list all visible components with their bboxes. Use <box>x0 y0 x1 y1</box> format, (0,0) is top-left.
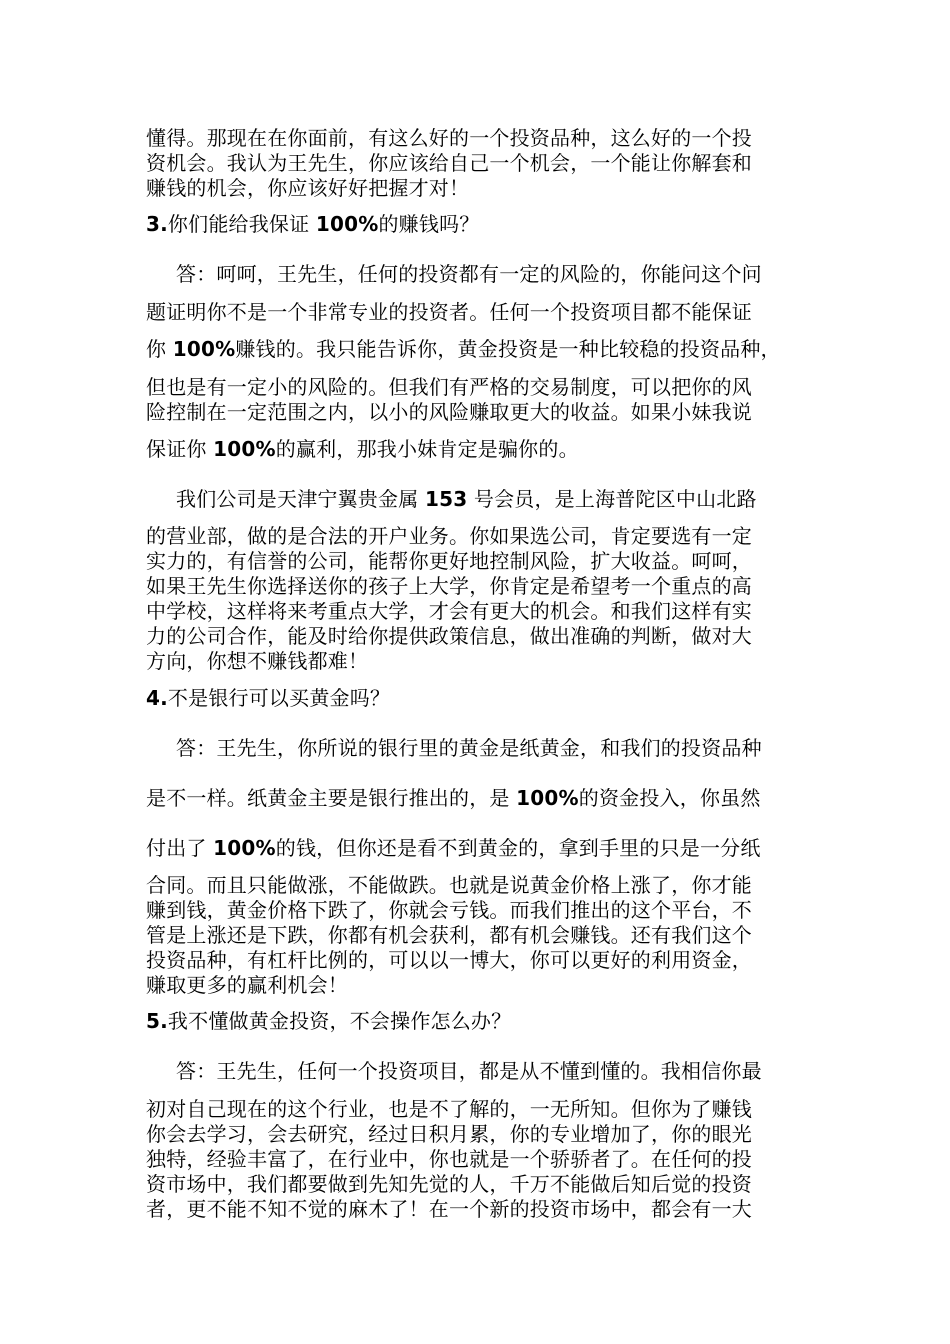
text-line <box>176 736 762 761</box>
text-segment: 赚钱的机会，你应该好好把握才对！ <box>146 176 470 200</box>
bold-text-segment: 100% <box>315 212 379 236</box>
text-line <box>176 1059 762 1084</box>
text-segment: 如果王先生你选择送你的孩子上大学，你肯定是希望考一个重点的高 <box>146 574 752 598</box>
text-line <box>146 337 781 362</box>
text-segment: 资机会。我认为王先生，你应该给自己一个机会，一个能让你解套和 <box>146 151 752 175</box>
bold-text-segment: 100% <box>213 836 276 860</box>
text-line <box>146 649 368 674</box>
text-line <box>146 1009 511 1034</box>
text-segment: 的赢利，那我小妹肯定是骗你的。 <box>275 437 579 461</box>
text-segment: 者，更不能不知不觉的麻木了！在一个新的投资市场中，都会有一大 <box>146 1197 752 1221</box>
text-segment: 资市场中，我们都要做到先知先觉的人，千万不能做后知后觉的投资 <box>146 1172 752 1196</box>
text-segment: 管是上涨还是下跌，你都有机会获利，都有机会赚钱。还有我们这个 <box>146 923 752 947</box>
text-segment: 我们公司是天津宁翼贵金属 <box>176 487 425 511</box>
text-line <box>146 599 752 624</box>
text-line <box>146 1172 752 1197</box>
text-line <box>146 400 752 425</box>
text-segment: 你会去学习，会去研究，经过日积月累，你的专业增加了，你的眼光 <box>146 1122 752 1146</box>
text-segment: 你 <box>146 337 173 361</box>
text-segment: 险控制在一定范围之内，以小的风险赚取更大的收益。如果小妹我说 <box>146 400 752 424</box>
text-line <box>146 973 348 998</box>
text-segment: 的资金投入，你虽然 <box>578 786 761 810</box>
text-segment: 的赚钱吗？ <box>378 212 480 236</box>
text-segment: 独特，经验丰富了，在行业中，你也就是一个骄骄者了。在任何的投 <box>146 1147 752 1171</box>
text-segment: 的钱，但你还是看不到黄金的，拿到手里的只是一分纸 <box>275 836 761 860</box>
text-line <box>146 549 752 574</box>
text-segment: 的营业部，做的是合法的开户业务。你如果选公司，肯定要选有一定 <box>146 524 752 548</box>
text-segment: 初对自己现在的这个行业，也是不了解的，一无所知。但你为了赚钱 <box>146 1097 752 1121</box>
text-segment: 赚到钱，黄金价格下跌了，你就会亏钱。而我们推出的这个平台，不 <box>146 898 752 922</box>
text-line <box>146 836 761 861</box>
text-line <box>146 437 579 462</box>
text-segment: 投资品种，有杠杆比例的，可以以一博大，你可以更好的利用资金， <box>146 948 752 972</box>
bold-text-segment: 5. <box>146 1009 168 1033</box>
text-line <box>146 923 752 948</box>
text-line <box>146 574 752 599</box>
text-segment: 是不一样。纸黄金主要是银行推出的，是 <box>146 786 517 810</box>
text-segment: 我不懂做黄金投资，不会操作怎么办？ <box>167 1009 512 1033</box>
text-line <box>146 1097 752 1122</box>
text-segment: 力的公司合作，能及时给你提供政策信息，做出准确的判断，做对大 <box>146 624 752 648</box>
text-segment: 答：王先生，你所说的银行里的黄金是纸黄金，和我们的投资品种 <box>176 736 762 760</box>
text-segment: 保证你 <box>146 437 214 461</box>
text-segment: 付出了 <box>146 836 214 860</box>
text-segment: 方向，你想不赚钱都难！ <box>146 649 369 673</box>
text-segment: 合同。而且只能做涨，不能做跌。也就是说黄金价格上涨了，你才能 <box>146 873 752 897</box>
text-line <box>176 262 762 287</box>
text-segment: 赚钱的。我只能告诉你，黄金投资是一种比较稳的投资品种， <box>235 337 781 361</box>
bold-text-segment: 100% <box>172 337 236 361</box>
text-line <box>146 786 761 811</box>
text-segment: 懂得。那现在在你面前，有这么好的一个投资品种，这么好的一个投 <box>146 126 752 150</box>
text-line <box>146 151 752 176</box>
text-segment: 赚取更多的赢利机会！ <box>146 973 348 997</box>
text-line <box>146 300 752 325</box>
text-segment: 号会员，是上海普陀区中山北路 <box>467 487 757 511</box>
text-line <box>146 686 390 711</box>
text-line <box>146 1147 752 1172</box>
text-segment: 中学校，这样将来考重点大学，才会有更大的机会。和我们这样有实 <box>146 599 752 623</box>
text-line <box>146 898 752 923</box>
text-line <box>146 873 752 898</box>
text-segment: 实力的，有信誉的公司，能帮你更好地控制风险，扩大收益。呵呵， <box>146 549 752 573</box>
text-line <box>146 375 752 400</box>
bold-text-segment: 100% <box>213 437 276 461</box>
text-line <box>146 948 752 973</box>
text-line <box>146 1122 752 1147</box>
bold-text-segment: 3. <box>146 212 168 236</box>
text-line <box>146 212 479 237</box>
text-line <box>146 1197 752 1222</box>
text-line <box>146 524 752 549</box>
text-segment: 不是银行可以买黄金吗？ <box>167 686 391 710</box>
text-segment: 但也是有一定小的风险的。但我们有严格的交易制度，可以把你的风 <box>146 375 752 399</box>
text-line <box>176 487 757 512</box>
text-line <box>146 176 469 201</box>
bold-text-segment: 100% <box>516 786 579 810</box>
bold-text-segment: 153 <box>424 487 468 511</box>
text-line <box>146 126 752 151</box>
bold-text-segment: 4. <box>146 686 168 710</box>
text-line <box>146 624 752 649</box>
text-segment: 你们能给我保证 <box>167 212 316 236</box>
text-segment: 答：王先生，任何一个投资项目，都是从不懂到懂的。我相信你最 <box>176 1059 762 1083</box>
text-segment: 题证明你不是一个非常专业的投资者。任何一个投资项目都不能保证 <box>146 300 752 324</box>
text-segment: 答：呵呵，王先生，任何的投资都有一定的风险的，你能问这个问 <box>176 262 762 286</box>
